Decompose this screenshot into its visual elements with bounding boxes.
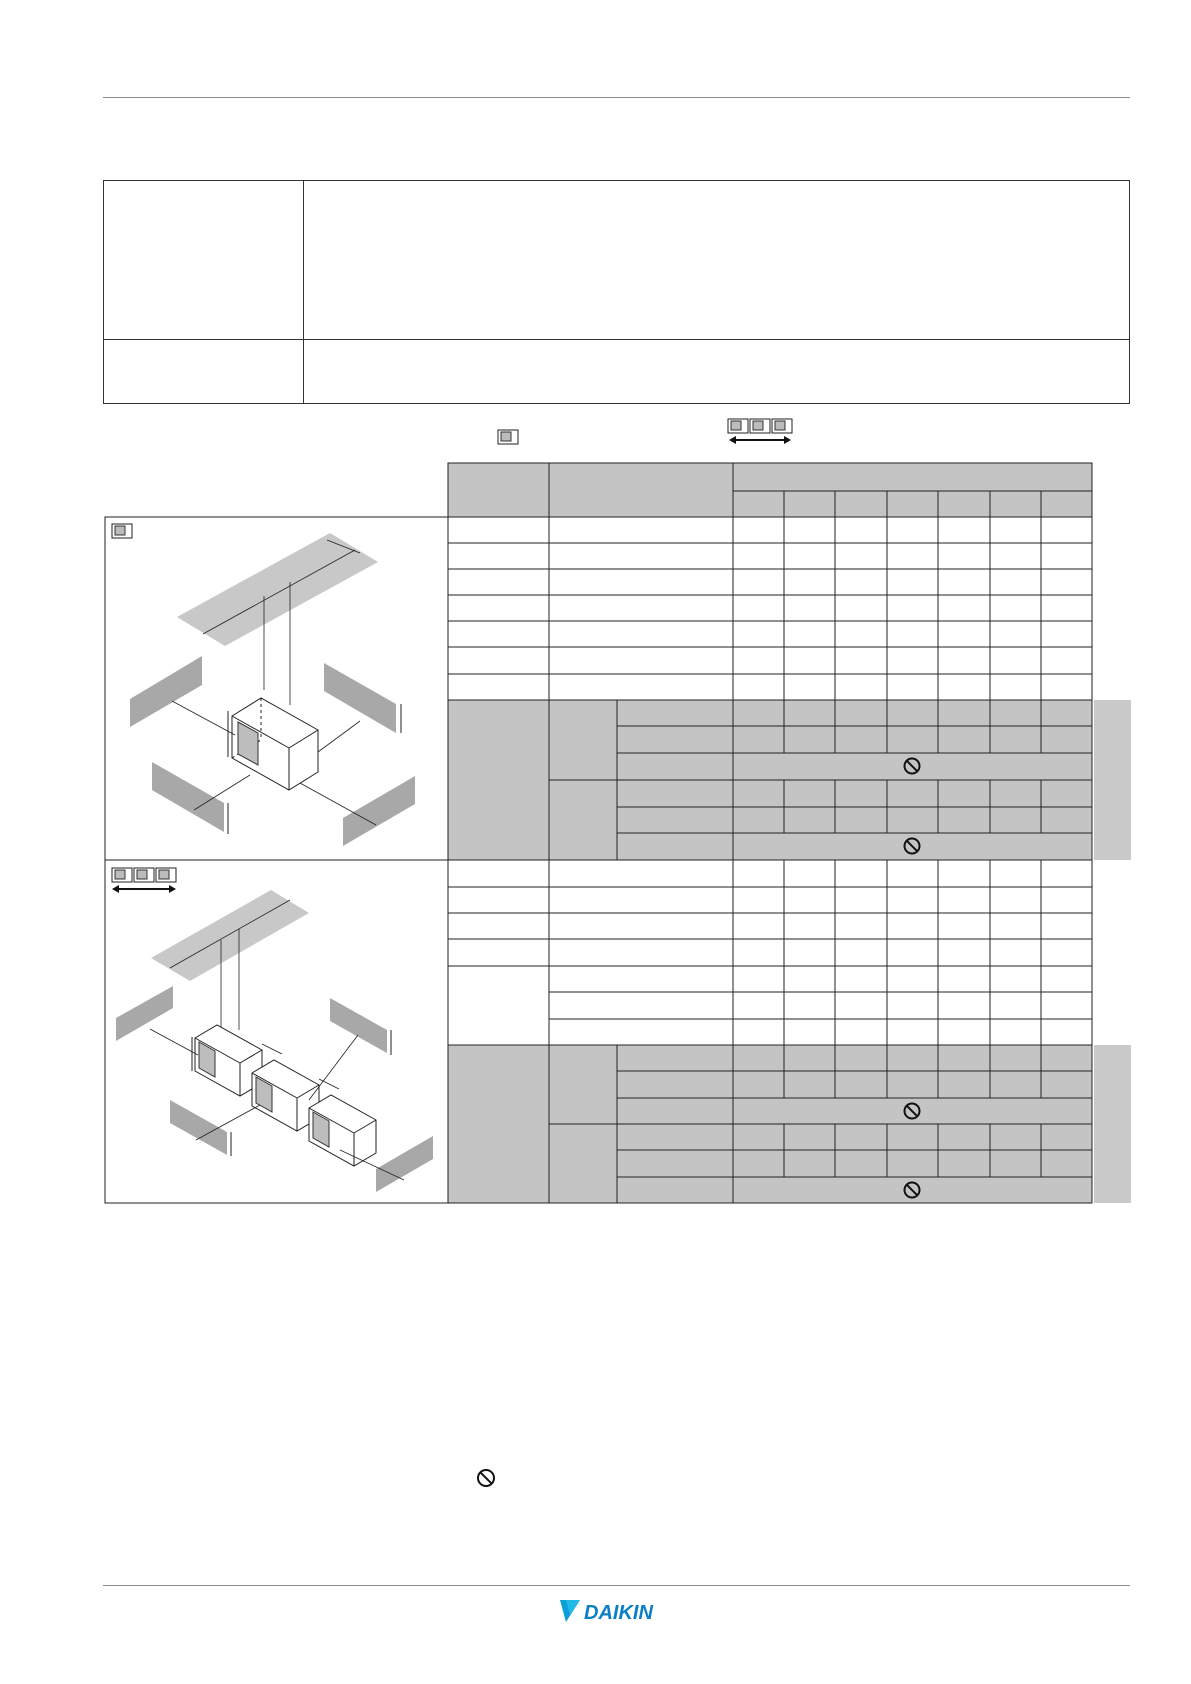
- daikin-logo-text: DAIKIN: [584, 1602, 653, 1624]
- daikin-logo: [560, 1598, 680, 1631]
- single-unit-illustration: [112, 524, 415, 846]
- multiple-units-illustration: [112, 868, 433, 1192]
- footer-rule: [103, 1585, 1130, 1586]
- side-tab-1: [1094, 700, 1131, 860]
- side-tab-2: [1094, 1045, 1131, 1203]
- prohibited-icon: [476, 1468, 496, 1488]
